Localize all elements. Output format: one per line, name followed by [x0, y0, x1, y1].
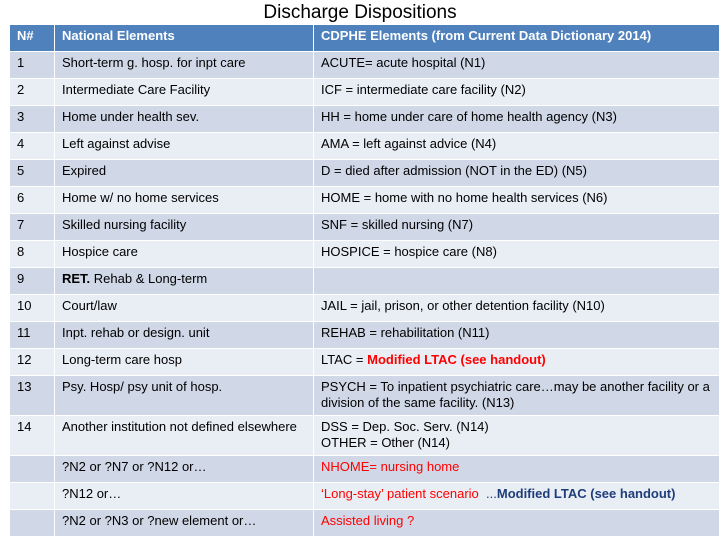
cell-national: Psy. Hosp/ psy unit of hosp. [55, 376, 314, 416]
cell-national: Intermediate Care Facility [55, 79, 314, 106]
cell-national: Left against advise [55, 133, 314, 160]
cell-num: 9 [10, 268, 55, 295]
cdphe-line-dss: DSS = Dep. Soc. Serv. (N14) [321, 419, 489, 434]
cdphe-red-text: ‘Long-stay’ patient scenario [321, 486, 479, 501]
cell-national: ?N2 or ?N7 or ?N12 or… [55, 456, 314, 483]
cdphe-line-other: OTHER = Other (N14) [321, 435, 450, 450]
table-row [10, 241, 720, 268]
cell-num: 2 [10, 79, 55, 106]
cell-cdphe: JAIL = jail, prison, or other detention facility (N10) [314, 295, 720, 322]
cell-cdphe [314, 416, 720, 456]
table-row [10, 376, 720, 416]
national-bold-prefix: RET. [62, 271, 91, 286]
table-row [10, 268, 720, 295]
cell-num: 14 [10, 416, 55, 456]
table-row [10, 187, 720, 214]
cdphe-modified-ltac-blue: Modified LTAC (see handout) [496, 486, 676, 501]
cell-cdphe [314, 349, 720, 376]
cell-cdphe: HOSPICE = hospice care (N8) [314, 241, 720, 268]
cell-national: Home under health sev. [55, 106, 314, 133]
cell-num: 7 [10, 214, 55, 241]
cell-cdphe: SNF = skilled nursing (N7) [314, 214, 720, 241]
cell-num [10, 510, 55, 537]
cell-national: Short-term g. hosp. for inpt care [55, 52, 314, 79]
cell-cdphe [314, 483, 720, 510]
cell-national: Inpt. rehab or design. unit [55, 322, 314, 349]
cell-num: 3 [10, 106, 55, 133]
header-num: N# [10, 25, 55, 52]
cell-national: Long-term care hosp [55, 349, 314, 376]
table-row [10, 160, 720, 187]
cell-num: 13 [10, 376, 55, 416]
cell-cdphe: AMA = left against advice (N4) [314, 133, 720, 160]
table-row [10, 510, 720, 537]
discharge-dispositions-table [9, 24, 720, 537]
table-row [10, 79, 720, 106]
cell-national: Hospice care [55, 241, 314, 268]
cell-cdphe: ICF = intermediate care facility (N2) [314, 79, 720, 106]
cdphe-red-text: NHOME= nursing home [321, 459, 460, 474]
header-national-elements: National Elements [55, 25, 314, 52]
cell-national: ?N2 or ?N3 or ?new element or… [55, 510, 314, 537]
cell-national: Expired [55, 160, 314, 187]
cell-cdphe: HOME = home with no home health services (N6) [314, 187, 720, 214]
cell-num [10, 483, 55, 510]
table-row [10, 349, 720, 376]
cell-cdphe [314, 510, 720, 537]
table-row [10, 483, 720, 510]
cell-cdphe [314, 456, 720, 483]
national-text: Rehab & Long-term [90, 271, 208, 286]
cell-num: 11 [10, 322, 55, 349]
cell-cdphe [314, 268, 720, 295]
cell-national: Court/law [55, 295, 314, 322]
cell-cdphe: ACUTE= acute hospital (N1) [314, 52, 720, 79]
cell-num [10, 456, 55, 483]
cell-cdphe: PSYCH = To inpatient psychiatric care…may be another facility or a division of the same facility. (N13) [314, 376, 720, 416]
table-row [10, 214, 720, 241]
table-row [10, 322, 720, 349]
cell-national: Another institution not defined elsewhere [55, 416, 314, 456]
cdphe-red-text: Assisted living ? [321, 513, 415, 528]
table-row [10, 52, 720, 79]
cell-num: 12 [10, 349, 55, 376]
cdphe-modified-ltac: Modified LTAC (see handout) [367, 352, 546, 367]
table-row [10, 295, 720, 322]
cell-num: 10 [10, 295, 55, 322]
page-title: Discharge Dispositions [263, 2, 457, 23]
cell-cdphe: REHAB = rehabilitation (N11) [314, 322, 720, 349]
cell-cdphe: HH = home under care of home health agency (N3) [314, 106, 720, 133]
cdphe-prefix: LTAC = [321, 352, 368, 367]
cell-national: Skilled nursing facility [55, 214, 314, 241]
cell-num: 6 [10, 187, 55, 214]
cell-national: ?N12 or… [55, 483, 314, 510]
table-header-row [10, 25, 720, 52]
cell-num: 5 [10, 160, 55, 187]
table-row [10, 456, 720, 483]
cell-cdphe: D = died after admission (NOT in the ED) (N5) [314, 160, 720, 187]
header-cdphe-elements: CDPHE Elements (from Current Data Dictionary 2014) [314, 25, 720, 52]
table-row [10, 133, 720, 160]
cell-national: Home w/ no home services [55, 187, 314, 214]
cell-national [55, 268, 314, 295]
cell-num: 4 [10, 133, 55, 160]
table-row [10, 106, 720, 133]
table-row [10, 416, 720, 456]
cdphe-ellipsis: ... [486, 486, 497, 501]
cell-num: 1 [10, 52, 55, 79]
cell-num: 8 [10, 241, 55, 268]
